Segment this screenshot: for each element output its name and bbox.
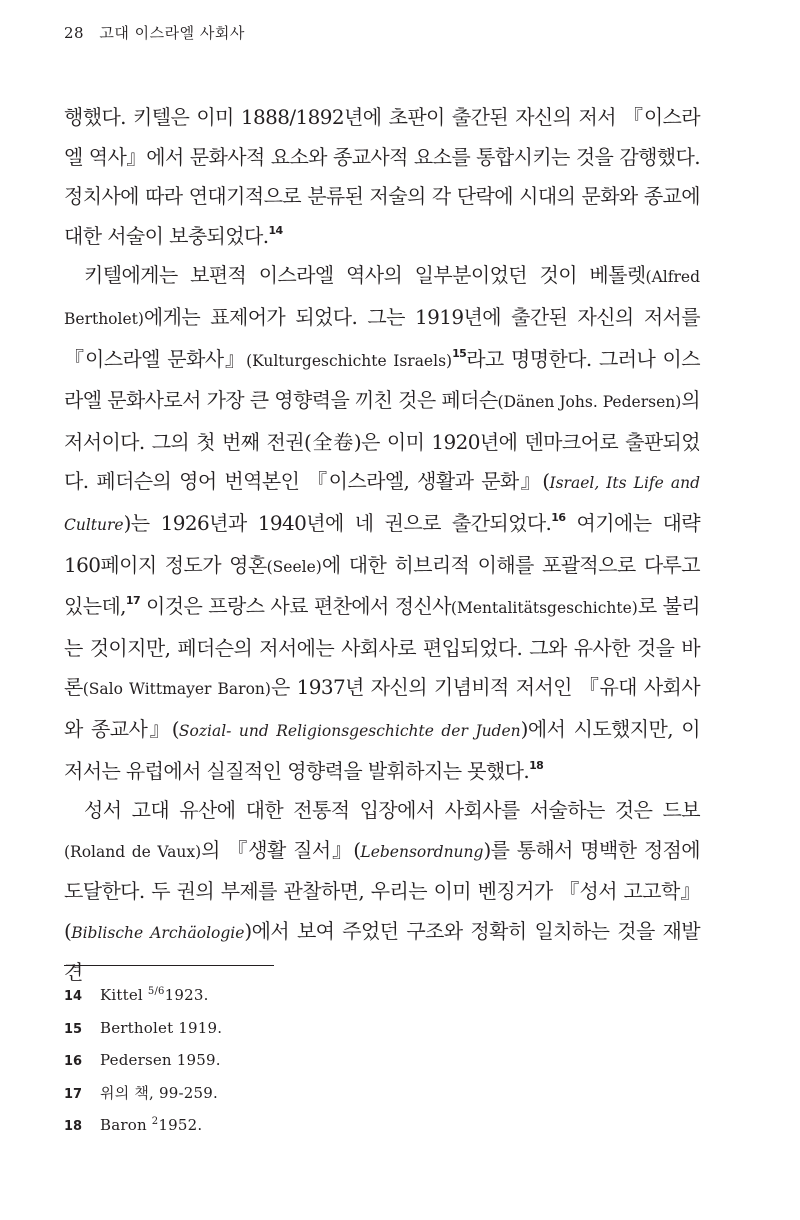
text-run: )를 통해서 명백한 정점에 도달한다. 두 권의 부제를 관찰하면, 우리는 이미 벤징거가 『성서 고고학』( <box>64 837 700 943</box>
footnote-17 <box>64 1078 564 1111</box>
latin-term: (Salo Wittmayer Baron) <box>82 680 271 699</box>
footnotes <box>64 980 564 1143</box>
latin-title: Israel, Its Life and Culture <box>64 474 700 534</box>
footnote-number: 18 <box>64 1119 83 1134</box>
text-run: 의 저서이다. 그의 첫 번째 전권(全卷)은 이미 1920년에 덴마크어로 출판되었다. 페더슨의 영어 번역본인 『이스라엘, 생활과 문화』( <box>64 388 701 494</box>
text-run: 에 대한 히브리적 이해를 포괄적으로 다루고 있는데, <box>64 552 700 619</box>
footnote-ref-18[interactable]: 18 <box>529 758 544 772</box>
footnote-ref-14[interactable]: 14 <box>268 223 283 237</box>
footnote-text: Pedersen 1959. <box>100 1051 221 1069</box>
text-run: )에서 보여 주었던 구조와 정확히 일치하는 것을 재발견 <box>64 918 700 985</box>
latin-term: (Roland de Vaux) <box>64 842 202 861</box>
latin-title: Biblische Archäologie <box>71 923 245 942</box>
running-title: 고대 이스라엘 사회사 <box>99 24 245 42</box>
footnote-text: Baron $^2$1952. <box>100 1116 203 1134</box>
running-header <box>64 22 245 43</box>
footnote-number: 17 <box>64 1086 83 1102</box>
latin-title: Sozial- und Religionsgeschichte der Juden <box>178 721 521 740</box>
footnote-number: 14 <box>64 989 83 1004</box>
latin-term: (Dänen Johs. Pedersen) <box>497 393 682 412</box>
paragraph-1 <box>64 98 700 256</box>
text-run: 여기에는 대략 160페이지 정도가 영혼 <box>64 510 700 577</box>
footnote-text: 위의 책, 99-259. <box>100 1083 218 1102</box>
paragraph-3 <box>64 791 700 993</box>
text-run: 행했다. 키텔은 이미 1888/1892년에 초판이 출간된 자신의 저서 『이스라엘 역사』에서 문화사적 요소와 종교사적 요소를 통합시키는 것을 감행했다. 정치사에 따라 연대기적으로 분류된 저술의 각 단락에 시대의 문화와 종교에 대한 서술이 보충되었다. <box>64 105 700 248</box>
text-run: 라고 명명한다. 그러나 이스라엘 문화사로서 가장 큰 영향력을 끼친 것은 페더슨 <box>64 346 700 413</box>
latin-term: (Mentalitätsgeschichte) <box>450 599 638 618</box>
latin-term: (Alfred Bertholet) <box>64 268 700 328</box>
text-run: 성서 고대 유산에 대한 전통적 입장에서 사회사를 서술하는 것은 드보 <box>84 798 700 823</box>
footnote-ref-16[interactable]: 16 <box>551 510 566 524</box>
footnote-14 <box>64 980 564 1013</box>
footnote-16 <box>64 1045 564 1078</box>
body-text <box>64 98 700 993</box>
footnote-ref-15[interactable]: 15 <box>452 346 467 360</box>
footnote-18 <box>64 1110 564 1143</box>
text-run: 키텔에게는 보편적 이스라엘 역사의 일부분이었던 것이 베톨렛 <box>84 263 646 288</box>
footnote-text: Bertholet 1919. <box>100 1018 223 1037</box>
latin-term: (Kulturgeschichte Israels) <box>246 351 453 370</box>
footnote-number: 16 <box>64 1054 83 1069</box>
footnote-15 <box>64 1013 564 1046</box>
latin-term: (Seele) <box>266 557 322 576</box>
page-number: 28 <box>64 24 85 42</box>
text-run: 로 불리는 것이지만, 페더슨의 저서에는 사회사로 편입되었다. 그와 유사한 것을 바론 <box>64 594 701 700</box>
text-run: 은 1937년 자신의 기념비적 저서인 『유대 사회사와 종교사』( <box>64 675 700 741</box>
text-run: 에게는 표제어가 되었다. 그는 1919년에 출간된 자신의 저서를 『이스라엘 문화사』 <box>64 304 700 371</box>
footnote-divider <box>64 965 274 966</box>
text-run: )는 1926년과 1940년에 네 권으로 출간되었다. <box>123 510 552 535</box>
text-run: 이것은 프랑스 사료 편찬에서 정신사 <box>140 594 451 619</box>
latin-title: Lebensordnung <box>360 842 484 861</box>
footnote-text: Kittel $^{5/6}$1923. <box>100 986 209 1004</box>
footnote-number: 15 <box>64 1021 83 1037</box>
text-run: )에서 시도했지만, 이 저서는 유럽에서 실질적인 영향력을 발휘하지는 못했다. <box>64 716 700 783</box>
text-run: 의 『생활 질서』( <box>201 837 361 862</box>
paragraph-2 <box>64 256 700 791</box>
footnote-ref-17[interactable]: 17 <box>125 594 141 608</box>
